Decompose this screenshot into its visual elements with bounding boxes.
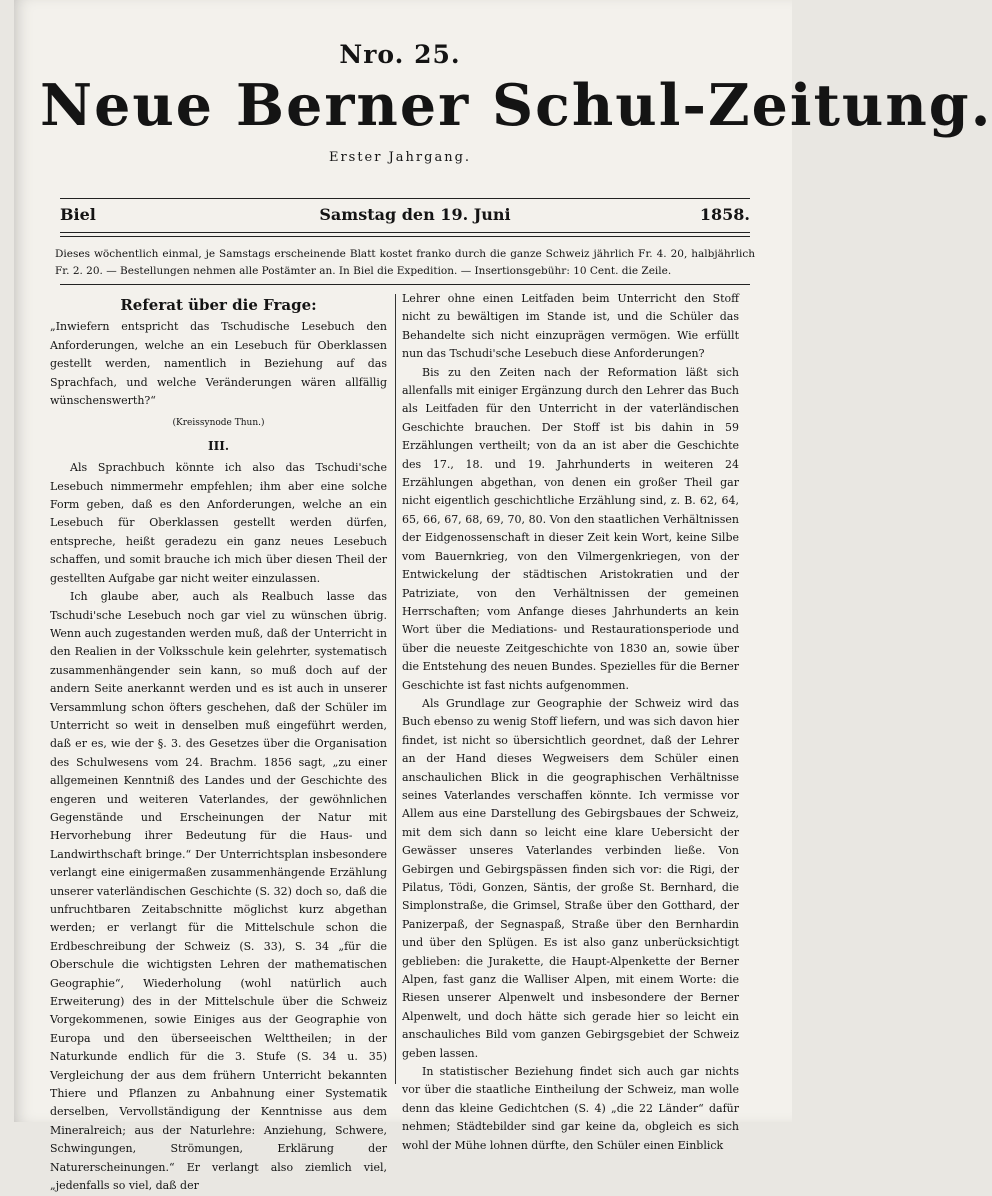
- masthead-title: Neue Berner Schul-Zeitung.: [40, 72, 992, 139]
- article-question: „Inwiefern entspricht das Tschudische Lesebuch den Anforderungen, welche an ein Lesebuch für Oberklassen gestellt werden, namentlich in Beziehung auf das Sprachfach, und welche Veränderungen wären allfällig wünschenswerth?“: [50, 320, 387, 408]
- dateline: [60, 205, 750, 229]
- paragraph: In statistischer Beziehung findet sich auch gar nichts vor über die staatliche Eintheilung der Schweiz, man wolle denn das kleine Gedichtchen (S. 4) „die 22 Länder“ dafür nehmen; Städtebilder sind gar keine da, obgleich es sich wohl der Mühe lohnen dürfte, den Schüler einen Einblick: [402, 1065, 739, 1152]
- right-column: [402, 290, 739, 1155]
- column-divider: [395, 294, 396, 1084]
- place: Biel: [60, 205, 96, 224]
- paragraph: Als Sprachbuch könnte ich also das Tschudi'sche Lesebuch nimmermehr empfehlen; ihm aber eine solche Form geben, daß es den Anforderungen, welche an ein Lesebuch für Oberklassen gestellt werden dürfen, entspreche, heißt geradezu ein ganz neues Lesebuch schaffen, und somit brauche ich mich über diesen Theil der gestellten Aufgabe gar nicht weiter einzulassen.: [50, 461, 387, 585]
- article-title: Referat über die Frage:: [120, 296, 317, 314]
- left-column: [50, 290, 387, 1196]
- issue-number: Nro. 25.: [339, 40, 461, 69]
- top-rule: [60, 198, 750, 199]
- notice-rule: [60, 284, 750, 285]
- paragraph: Ich glaube aber, auch als Realbuch lasse das Tschudi'sche Lesebuch noch gar viel zu wünschen übrig. Wenn auch zugestanden werden muß, daß der Unterricht in den Realien in der Volksschule kein gelehrter, systematisch zusammenhängender sein kann, so muß doch auf der andern Seite anerkannt werden und es ist auch in unserer Versammlung schon öfters geschehen, daß der Schüler im Unterricht so weit in denselben muß eingeführt werden, daß er es, wie der §. 3. des Gesetzes über die Organisation des Schulwesens vom 24. Brachm. 1856 sagt, „zu einer allgemeinen Kenntniß des Landes und der Geschichte des engeren und weiteren Vaterlandes, der gewöhnlichen Gegenstände und Erscheinungen der Natur mit Hervorhebung ihrer Bedeutung für die Haus- und Landwirthschaft bringe.“ Der Unterrichtsplan insbesondere verlangt eine einigermaßen zusammenhängende Erzählung unserer vaterländischen Geschichte (S. 32) doch so, daß die unfruchtbaren Zeitabschnitte möglichst kurz abgethan werden; er verlangt für die Mittelschule schon die Erdbeschreibung der Schweiz (S. 33), S. 34 „für die Oberschule die wichtigsten Lehren der mathematischen Geographie“, Wiederholung (wohl natürlich auch Erweiterung) des in der Mittelschule über die Schweiz Vorgekommenen, sowie Einiges aus der Geographie von Europa und den überseeischen Welttheilen; in der Naturkunde endlich für die 3. Stufe (S. 34 u. 35) Vergleichung der aus dem frühern Unterricht bekannten Thiere und Pflanzen zu Anbahnung einer Systematik derselben, Vervollständigung der Kenntnisse aus dem Mineralreich; aus der Naturlehre: Anziehung, Schwere, Schwingungen, Strömungen, Erklärung der Naturerscheinungen.“ Er verlangt also ziemlich viel, „jedenfalls so viel, daß der: [50, 590, 387, 1193]
- dateline-rule-double: [60, 236, 750, 237]
- issue-date: Samstag den 19. Juni: [319, 205, 511, 224]
- section-number: III.: [207, 438, 230, 453]
- dateline-rule: [60, 232, 750, 233]
- paragraph: Bis zu den Zeiten nach der Reformation läßt sich allenfalls mit einiger Ergänzung durch den Lehrer das Buch als Leitfaden für den Unterricht in der vaterländischen Geschichte brauchen. Der Stoff ist bis dahin in 59 Erzählungen vertheilt; von da an ist aber die Geschichte des 17., 18. und 19. Jahrhunderts in weiteren 24 Erzählungen abgethan, von denen ein großer Theil gar nicht eigentlich geschichtliche Erzählung sind, z. B. 62, 64, 65, 66, 67, 68, 69, 70, 80. Von den staatlichen Verhältnissen der Eidgenossenschaft in dieser Zeit kein Wort, keine Silbe vom Bauernkrieg, von den Vilmergenkriegen, von der Entwickelung der städtischen Aristokratien und der Patriziate, von den Verhältnissen der gemeinen Herrschaften; vom Anfange dieses Jahrhunderts an kein Wort über die Mediations- und Restaurationsperiode und über die neueste Zeitgeschichte von 1830 an, sowie über die Entstehung des neuen Bundes. Spezielles für die Berner Geschichte ist fast nichts aufgenommen.: [402, 365, 739, 692]
- volume-line: Erster Jahrgang.: [328, 150, 472, 165]
- subscription-notice: Dieses wöchentlich einmal, je Samstags erscheinende Blatt kostet franko durch die ganze Schweiz jährlich Fr. 4. 20, halbjährlich Fr. 2. 20. — Bestellungen nehmen alle Postämter an. In Biel die Expedition. — Insertionsgebühr: 10 Cent. die Zeile.: [55, 248, 755, 277]
- article-source: (Kreissynode Thun.): [172, 418, 265, 429]
- issue-year: 1858.: [699, 205, 750, 224]
- paragraph: Lehrer ohne einen Leitfaden beim Unterricht den Stoff nicht zu bewältigen im Stande ist, und die Schüler das Behandelte sich nicht einzuprägen vermögen. Wie erfüllt nun das Tschudi'sche Lesebuch diese Anforderungen?: [402, 292, 739, 361]
- paragraph: Als Grundlage zur Geographie der Schweiz wird das Buch ebenso zu wenig Stoff liefern, und was sich davon hier findet, ist nicht so übersichtlich geordnet, daß der Lehrer an der Hand dieses Wegweisers dem Schüler einen anschaulichen Blick in die geographischen Verhältnisse seines Vaterlandes verschaffen könnte. Ich vermisse vor Allem aus eine Darstellung des Gebirgsbaues der Schweiz, mit dem sich dann so leicht eine klare Uebersicht der Gewässer unseres Vaterlandes verbinden ließe. Von Gebirgen und Gebirgspässen finden sich vor: die Rigi, der Pilatus, Tödi, Gonzen, Säntis, der große St. Bernhard, die Simplonstraße, die Grimsel, Straße über den Gotthard, der Panizerpaß, der Segnaspaß, Straße über den Bernhardin und über den Splügen. Es ist also ganz unberücksichtigt geblieben: die Jurakette, die Haupt-Alpenkette der Berner Alpen, fast ganz die Walliser Alpen, mit einem Worte: die Riesen unserer Alpenwelt und insbesondere der Berner Alpenwelt, und doch hätte sich gerade hier so leicht ein anschauliches Bild vom ganzen Gebirgsgebiet der Schweiz geben lassen.: [402, 696, 739, 1060]
- article-columns: [50, 290, 770, 1193]
